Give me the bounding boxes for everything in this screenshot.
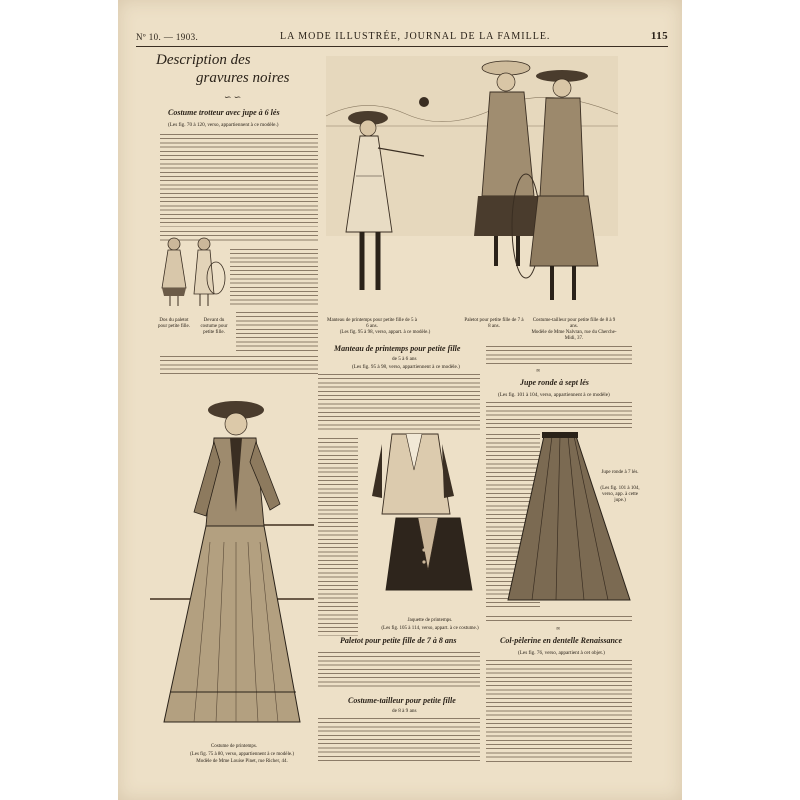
- caption-costume-printemps-credit: Modèle de Mme Louise Pinet, rue Richer, 44.: [196, 759, 288, 764]
- section-title-jupe-ronde: Jupe ronde à sept lés: [520, 378, 589, 387]
- page-title-line2: gravures noires: [196, 70, 290, 86]
- children-costume-illustration: [158, 234, 228, 312]
- children-outdoor-scene-illustration: [326, 56, 618, 316]
- body-text-block: [318, 716, 480, 762]
- divider-mark: ∞: [536, 368, 541, 374]
- body-text-block: [486, 344, 632, 366]
- caption-jaquette: Jaquette de printemps.: [407, 618, 453, 623]
- header-rule: [136, 46, 668, 47]
- section-ref-pelerine: (Les fig. 76, verso, appartient à cet objet.): [518, 650, 605, 656]
- caption-devant-costume: Devant du costume pour petite fille.: [200, 318, 228, 335]
- caption-dos-jaquette: Dos du paletot pour petite fille.: [157, 318, 191, 329]
- caption-manteau: Manteau de printemps pour petite fille de 5 à 6 ans.: [327, 318, 417, 329]
- caption-manteau-ref: (Les fig. 95 à 98, verso, appart. à ce modèle.): [339, 330, 431, 335]
- body-text-block: [486, 658, 632, 762]
- body-text-block: [230, 247, 318, 307]
- title-flourish: ∽ ∽: [224, 92, 242, 102]
- caption-jupe-ronde-ref: (Les fig. 101 à 104, verso, app. à cette jupe.): [600, 486, 640, 503]
- page-title-line1: Description des: [156, 52, 251, 68]
- section-ref-jupe-ronde: (Les fig. 101 à 104, verso, appartiennent à ce modèle): [498, 392, 610, 398]
- caption-tailleur: Costume-tailleur pour petite fille de 8 à 9 ans.: [532, 318, 616, 329]
- caption-tailleur-credit: Modèle de Mme Nalvran, rue du Cherche-Midi, 37.: [531, 330, 617, 341]
- caption-costume-printemps: Costume de printemps.: [210, 744, 258, 749]
- section-age-costume-tailleur: de 8 à 9 ans: [392, 708, 417, 714]
- section-ref-costume-trotteur: (Les fig. 70 à 120, verso, appartiennent à ce modèle.): [168, 122, 279, 128]
- issue-number: Nº 10. — 1903.: [136, 32, 199, 42]
- body-text-block: [486, 614, 632, 624]
- jupe-ronde-illustration: [504, 430, 636, 606]
- section-title-pelerine: Col-pèlerine en dentelle Renaissance: [500, 636, 622, 645]
- caption-paletot: Paletot pour petite fille de 7 à 8 ans.: [464, 318, 524, 329]
- section-title-manteau: Manteau de printemps pour petite fille: [334, 344, 461, 353]
- page-header: [130, 30, 670, 46]
- section-ref-manteau: (Les fig. 95 à 98, verso, appartiennent à ce modèle.): [352, 364, 460, 370]
- body-text-block: [318, 650, 480, 690]
- body-text-block: [318, 372, 480, 432]
- body-text-block: [486, 400, 632, 428]
- section-age-manteau: de 5 à 6 ans: [392, 356, 417, 362]
- section-title-costume-tailleur: Costume-tailleur pour petite fille: [348, 696, 456, 705]
- divider-mark: ∞: [556, 626, 561, 632]
- spring-costume-lady-illustration: [150, 392, 314, 744]
- caption-jaquette-ref: (Les fig. 105 à 114, verso, appart. à ce costume.): [381, 626, 479, 631]
- page-number: 115: [650, 30, 668, 42]
- caption-jupe-ronde: Jupe ronde à 7 lés.: [601, 470, 639, 475]
- caption-costume-printemps-ref: (Les fig. 75 à 80, verso, appartiennent à ce modèle.): [190, 752, 294, 757]
- journal-title: LA MODE ILLUSTRÉE, JOURNAL DE LA FAMILLE.: [280, 31, 551, 42]
- body-text-block: [236, 310, 318, 352]
- body-text-block: [318, 436, 358, 636]
- body-text-block: [160, 132, 318, 227]
- section-title-costume-trotteur: Costume trotteur avec jupe à 6 lés: [168, 108, 280, 117]
- body-text-block: [160, 354, 318, 374]
- section-title-paletot: Paletot pour petite fille de 7 à 8 ans: [340, 636, 457, 645]
- jaquette-illustration: [368, 430, 476, 616]
